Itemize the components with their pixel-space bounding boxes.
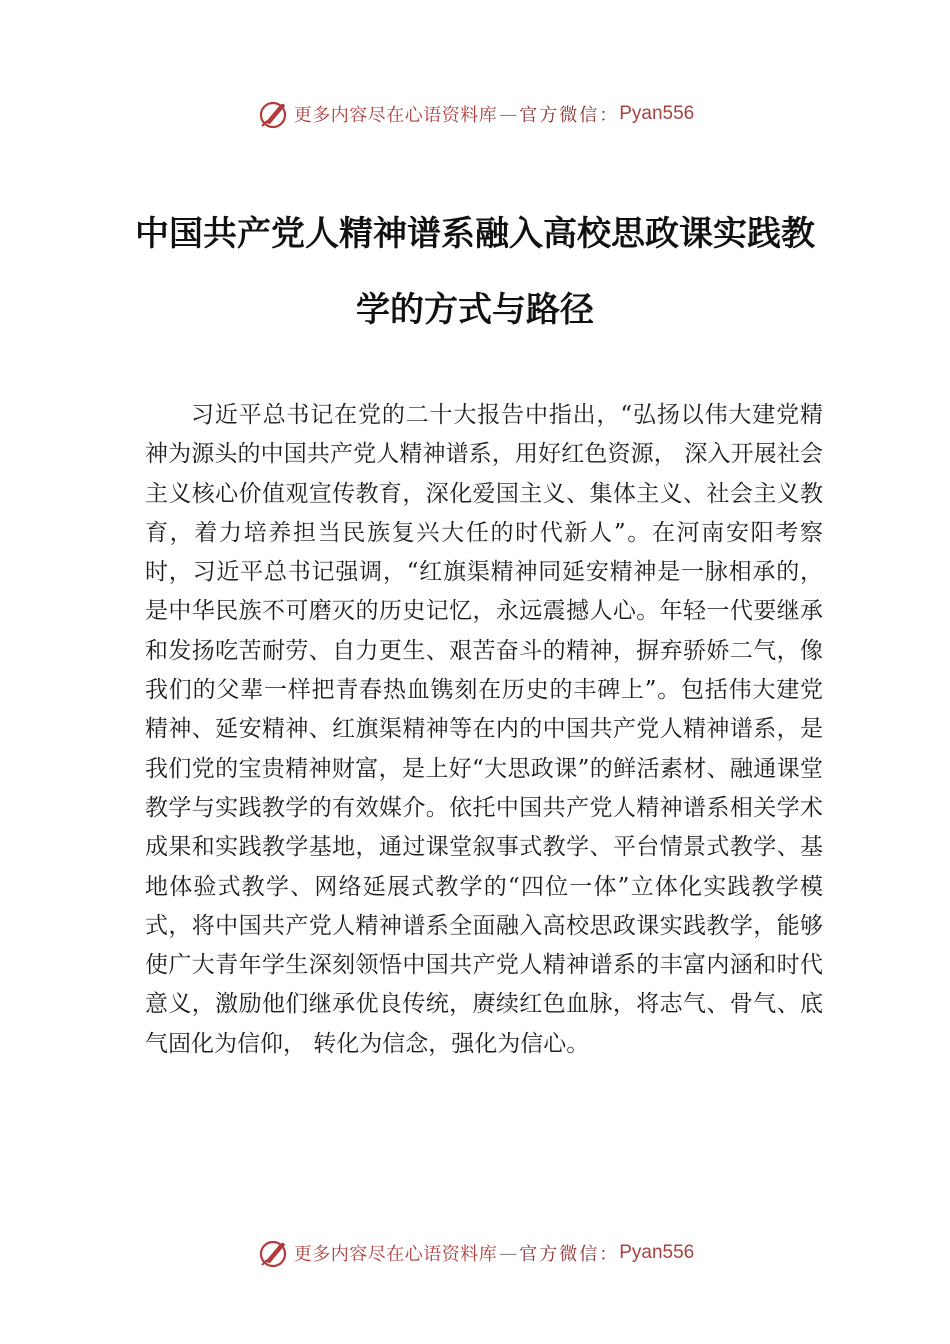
watermark-site-text: 更多内容尽在心语资料库 xyxy=(293,1244,498,1265)
watermark-wechat-id: Pyan556 xyxy=(619,1242,695,1263)
quill-seal-icon xyxy=(256,97,290,131)
document-title: 中国共产党人精神谱系融入高校思政课实践教学的方式与路径 xyxy=(135,214,815,330)
watermark-separator: — xyxy=(499,1242,518,1264)
watermark-separator: — xyxy=(499,103,518,125)
footer-watermark xyxy=(0,1235,950,1271)
watermark-wechat-label: 官方微信： xyxy=(519,1244,620,1265)
quill-seal-icon xyxy=(256,1236,290,1270)
header-watermark xyxy=(0,96,950,132)
watermark-wechat-label: 官方微信： xyxy=(519,105,620,126)
watermark-wechat-id: Pyan556 xyxy=(619,103,695,124)
body-paragraph: 习近平总书记在党的二十大报告中指出，“弘扬以伟大建党精神为源头的中国共产党人精神谱系，用好红色资源， 深入开展社会主义核心价值观宣传教育，深化爱国主义、集体主义、社会主义教育，着力培养担当民族复兴大任的时代新人”。在河南安阳考察时，习近平总书记强调，“红旗渠精神同延安精神是一脉相承的，是中华民族不可磨灭的历史记忆，永远震撼人心。年轻一代要继承和发扬吃苦耐劳、自力更生、艰苦奋斗的精神，摒弃骄娇二气，像我们的父辈一样把青春热血镌刻在历史的丰碑上”。包括伟大建党精神、延安精神、红旗渠精神等在内的中国共产党人精神谱系，是我们党的宝贵精神财富，是上好“大思政课”的鲜活素材、融通课堂教学与实践教学的有效媒介。依托中国共产党人精神谱系相关学术成果和实践教学基地，通过课堂叙事式教学、平台情景式教学、基地体验式教学、网络延展式教学的“四位一体”立体化实践教学模式，将中国共产党人精神谱系全面融入高校思政课实践教学，能够使广大青年学生深刻领悟中国共产党人精神谱系的丰富内涵和时代意义，激励他们继承优良传统，赓续红色血脉，将志气、骨气、底气固化为信仰， 转化为信念，强化为信心。 xyxy=(145,402,823,1057)
watermark-site-text: 更多内容尽在心语资料库 xyxy=(293,105,498,126)
